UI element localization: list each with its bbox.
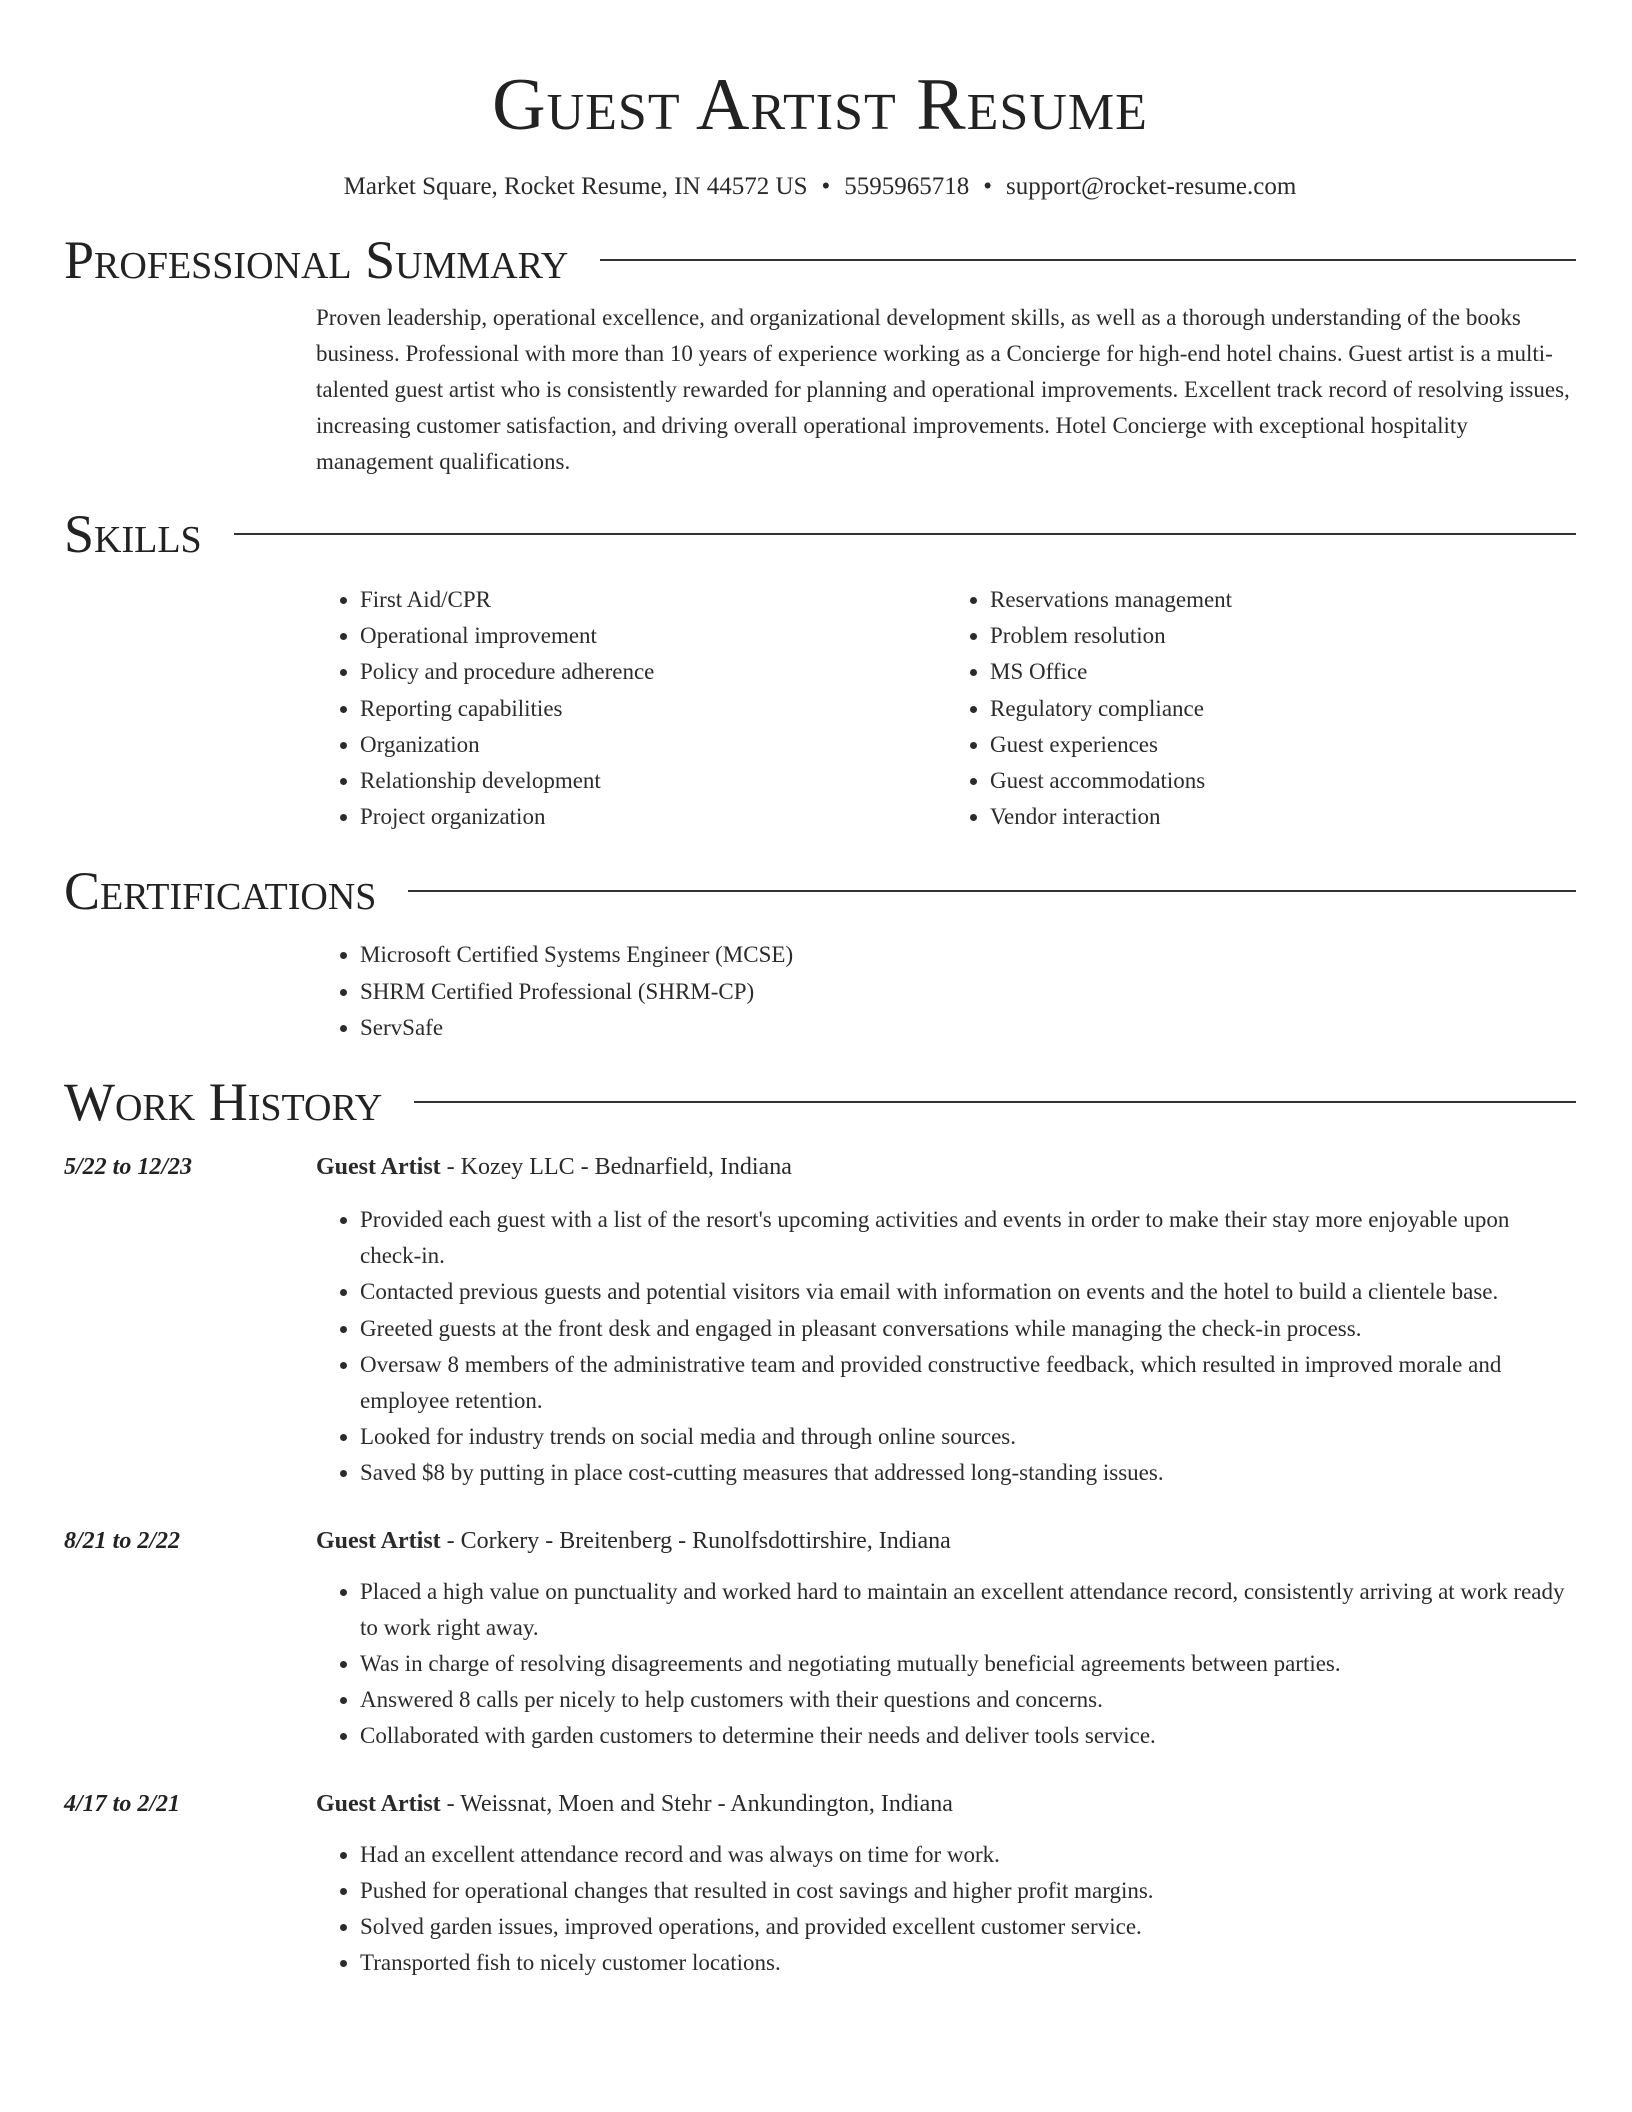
job-dates: 8/21 to 2/22 [64,1527,181,1554]
job-duty: • Placed a high value on punctuality and worked hard to maintain an excellent attendance record, consistently arriving at work ready to work right away. [360,1574,1576,1646]
job-duty: • Contacted previous guests and potential visitors via email with information on events and the hotel to build a clientele base. [360,1274,1576,1310]
job-entry [64,1524,1576,1755]
job-title: Guest Artist [316,1527,441,1554]
skill-item: • Operational improvement [360,618,946,654]
skill-item: • Reporting capabilities [360,691,946,727]
skill-item: • Guest experiences [990,727,1576,763]
job-duty: • Oversaw 8 members of the administrative team and provided constructive feedback, which resulted in improved morale and employee retention. [360,1347,1576,1419]
job-heading [316,1787,1576,1821]
skill-item: • Regulatory compliance [990,691,1576,727]
summary-text: Proven leadership, operational excellence, and organizational development skills, as well as a thorough understanding of the books business. Professional with more than 10 years of experience working as a Concierge for high-end hotel chains. Guest artist is a multi-talented guest artist who is consistently rewarded for planning and operational improvements. Excellent track record of resolving issues, increasing customer satisfaction, and driving overall operational improvements. Hotel Concierge with exceptional hospitality management qualifications. [316,305,1570,474]
section-divider [414,1101,1576,1103]
job-duty: • Answered 8 calls per nicely to help customers with their questions and concerns. [360,1682,1576,1718]
contact-separator: • [983,173,993,200]
summary-heading: Professional Summary [64,230,569,290]
section-divider [600,259,1576,261]
skill-item: • Problem resolution [990,618,1576,654]
job-title: Guest Artist [316,1154,441,1181]
job-employer: - Weissnat, Moen and Stehr - Ankundington, Indiana [440,1790,953,1817]
skills-column-left [316,582,946,835]
certifications-list [316,937,1576,1046]
job-title: Guest Artist [316,1790,441,1817]
skill-item: • Relationship development [360,763,946,799]
job-employer: - Kozey LLC - Bednarfield, Indiana [440,1154,792,1181]
skills-list [316,582,1576,835]
job-dates: 5/22 to 12/23 [64,1154,193,1181]
job-duty: • Had an excellent attendance record and was always on time for work. [360,1837,1576,1873]
job-heading [316,1524,1576,1558]
resume-page [64,0,1576,1981]
contact-email: support@rocket-resume.com [1006,173,1297,200]
certifications-heading: Certifications [64,861,377,922]
skill-item: • Vendor interaction [990,799,1576,835]
contact-separator: • [821,173,831,200]
skill-item: • Policy and procedure adherence [360,654,946,690]
skills-column-right [946,582,1576,835]
summary-section-header [64,228,1576,292]
resume-title: Guest Artist Resume [492,64,1148,146]
skill-item: • Organization [360,727,946,763]
job-duty: • Provided each guest with a list of the resort's upcoming activities and events in order to make their stay more enjoyable upon check-in. [360,1202,1576,1274]
contact-address: Market Square, Rocket Resume, IN 44572 US [343,173,808,200]
certification-item: • SHRM Certified Professional (SHRM-CP) [360,974,1576,1010]
job-duty: • Transported fish to nicely customer locations. [360,1945,1576,1981]
certification-item: • Microsoft Certified Systems Engineer (MCSE) [360,937,1576,973]
job-employer: - Corkery - Breitenberg - Runolfsdottirshire, Indiana [440,1527,951,1554]
job-duties [316,1202,1576,1492]
job-duty: • Saved $8 by putting in place cost-cutting measures that addressed long-standing issues. [360,1455,1576,1491]
section-divider [234,533,1576,535]
job-entry [64,1787,1576,1982]
job-duty: • Was in charge of resolving disagreements and negotiating mutually beneficial agreements between parties. [360,1646,1576,1682]
job-duty: • Solved garden issues, improved operations, and provided excellent customer service. [360,1909,1576,1945]
job-duty: • Collaborated with garden customers to determine their needs and deliver tools service. [360,1718,1576,1754]
job-duties [316,1574,1576,1755]
job-dates: 4/17 to 2/21 [64,1790,181,1817]
skill-item: • Reservations management [990,582,1576,618]
work-history-heading: Work History [64,1072,383,1133]
section-divider [408,890,1576,892]
job-entry [64,1150,1576,1492]
certifications-section-header [64,859,1576,923]
job-duty: • Looked for industry trends on social media and through online sources. [360,1419,1576,1455]
job-duty: • Greeted guests at the front desk and engaged in pleasant conversations while managing the check-in process. [360,1311,1576,1347]
skill-item: • Guest accommodations [990,763,1576,799]
contact-line [64,170,1576,204]
skill-item: • First Aid/CPR [360,582,946,618]
job-heading [316,1150,1576,1184]
job-duties [316,1837,1576,1982]
work-history-section-header [64,1070,1576,1134]
skills-heading: Skills [64,504,202,564]
skill-item: • MS Office [990,654,1576,690]
contact-phone: 5595965718 [844,173,970,200]
summary-section [316,300,1576,480]
certification-item: • ServSafe [360,1010,1576,1046]
job-duty: • Pushed for operational changes that resulted in cost savings and higher profit margins. [360,1873,1576,1909]
skill-item: • Project organization [360,799,946,835]
skills-section-header [64,502,1576,566]
